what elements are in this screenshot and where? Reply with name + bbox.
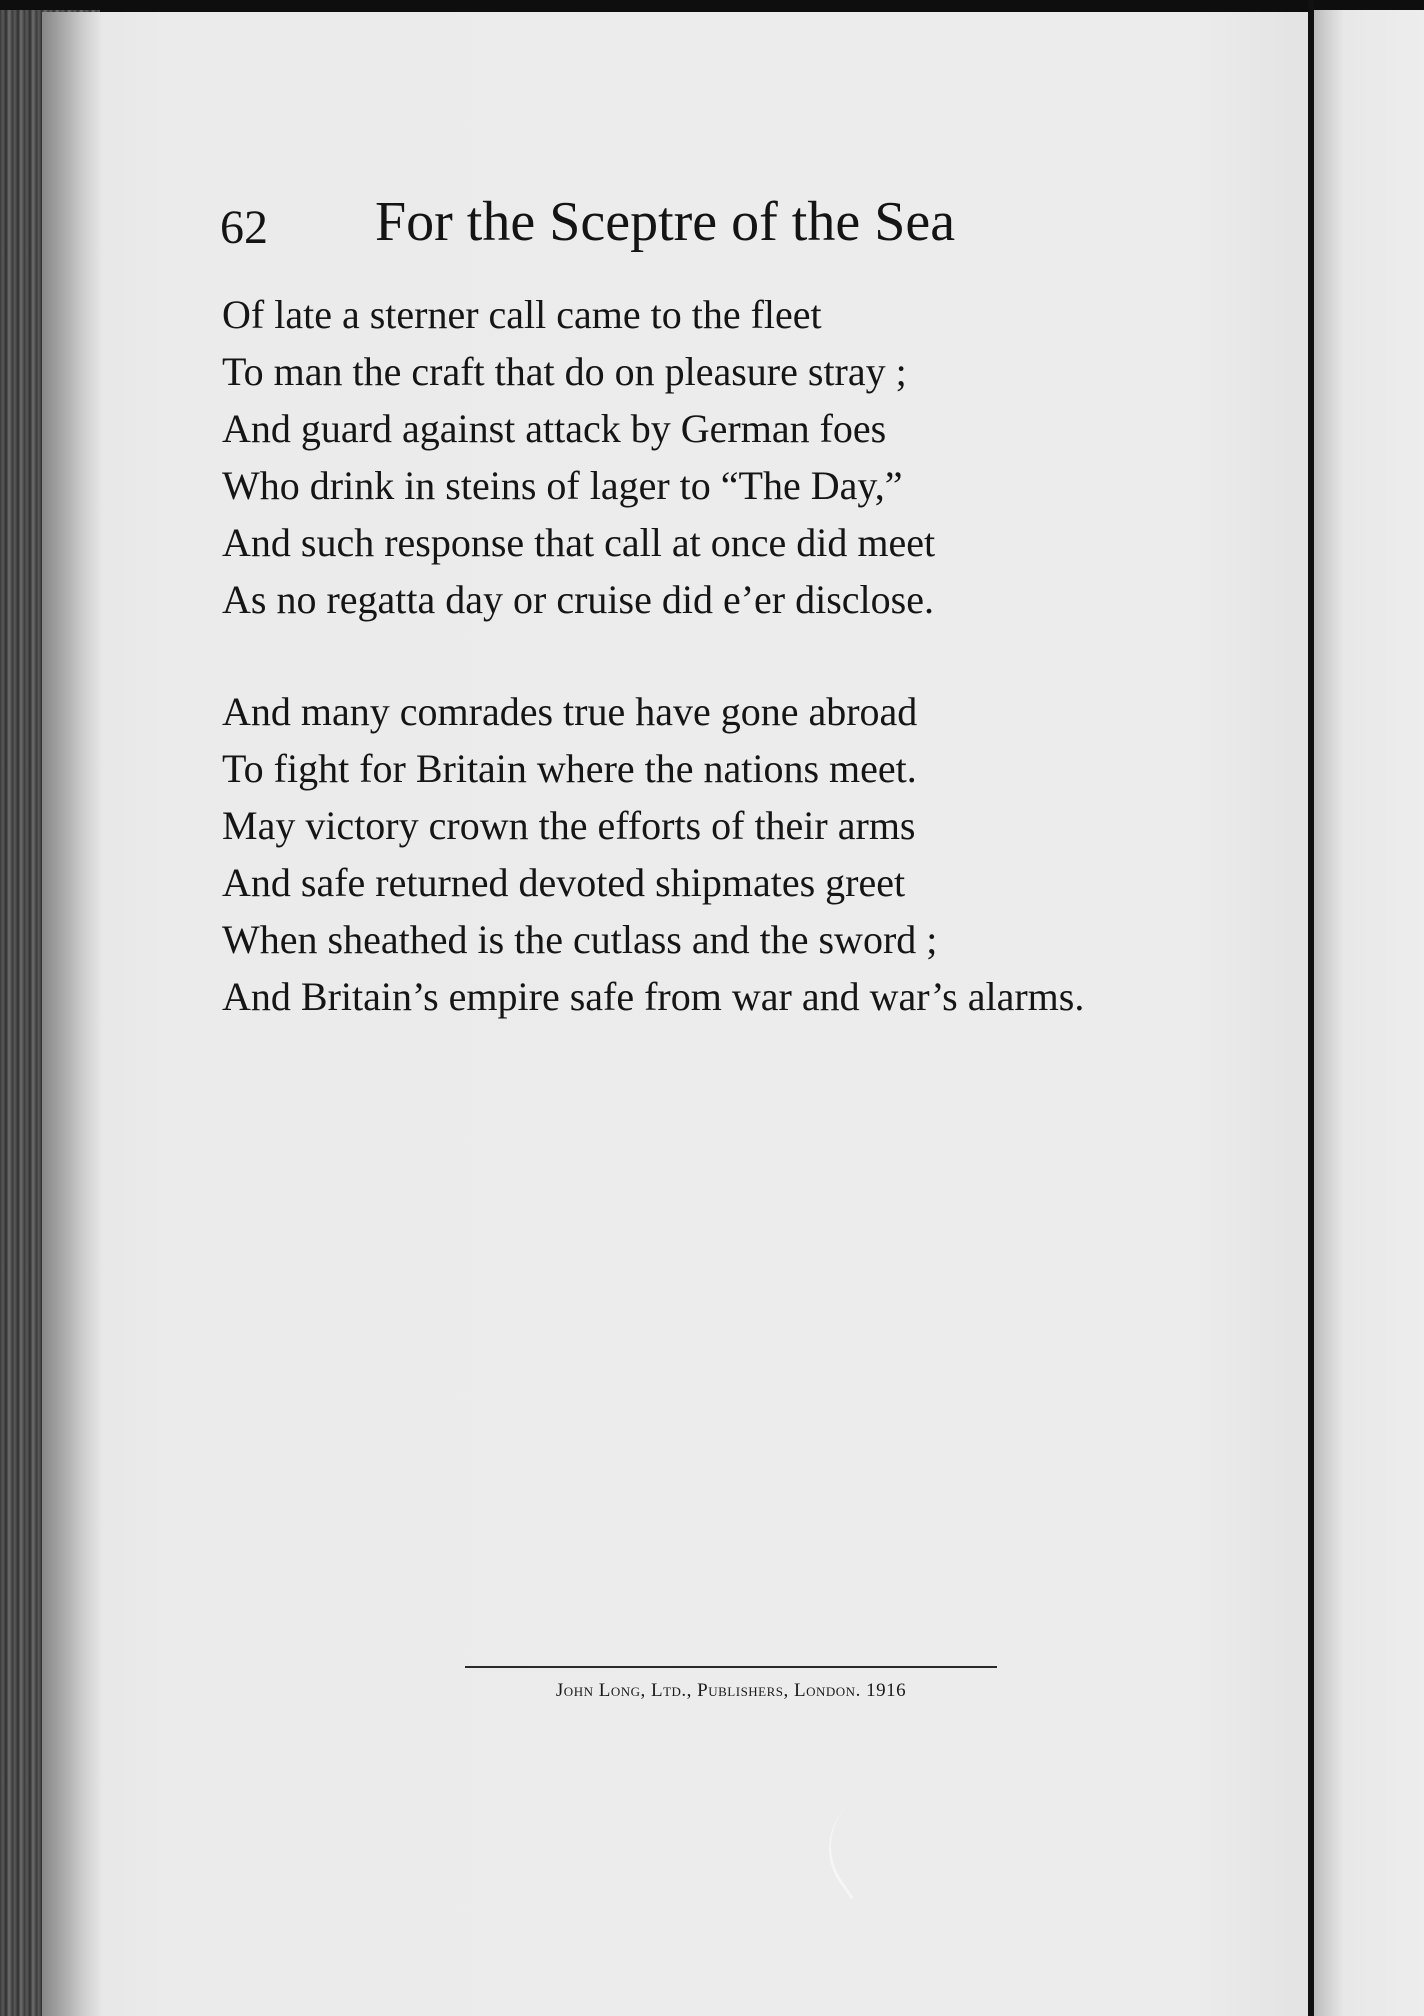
imprint-rule (465, 1666, 997, 1668)
stanza (222, 286, 1222, 628)
poem-line: And Britain’s empire safe from war and war’s alarms. (222, 974, 1085, 1019)
poem-line: When sheathed is the cutlass and the sword ; (222, 917, 938, 962)
poem-line: And such response that call at once did meet (222, 520, 936, 565)
gutter-shadow (42, 12, 102, 2016)
stanza (222, 683, 1222, 1025)
poem-line: And guard against attack by German foes (222, 406, 887, 451)
poem-line: And many comrades true have gone abroad (222, 689, 918, 734)
poem-line: Of late a sterner call came to the fleet (222, 292, 822, 337)
poem-line: To fight for Britain where the nations meet. (222, 746, 917, 791)
page-number: 62 (220, 201, 268, 254)
publisher-imprint: John Long, Ltd., Publishers, London. 1916 (555, 1680, 907, 1701)
poem-line: Who drink in steins of lager to “The Day,” (222, 463, 903, 508)
running-title: For the Sceptre of the Sea (375, 191, 956, 253)
poem-line: To man the craft that do on pleasure stray ; (222, 349, 907, 394)
poem-text (222, 286, 1222, 1080)
page-header (220, 190, 1120, 260)
poem-line: May victory crown the efforts of their arms (222, 803, 916, 848)
poem-line: And safe returned devoted shipmates greet (222, 860, 906, 905)
adjacent-page-sliver (1314, 10, 1424, 2016)
poem-line: As no regatta day or cruise did e’er disclose. (222, 577, 934, 622)
